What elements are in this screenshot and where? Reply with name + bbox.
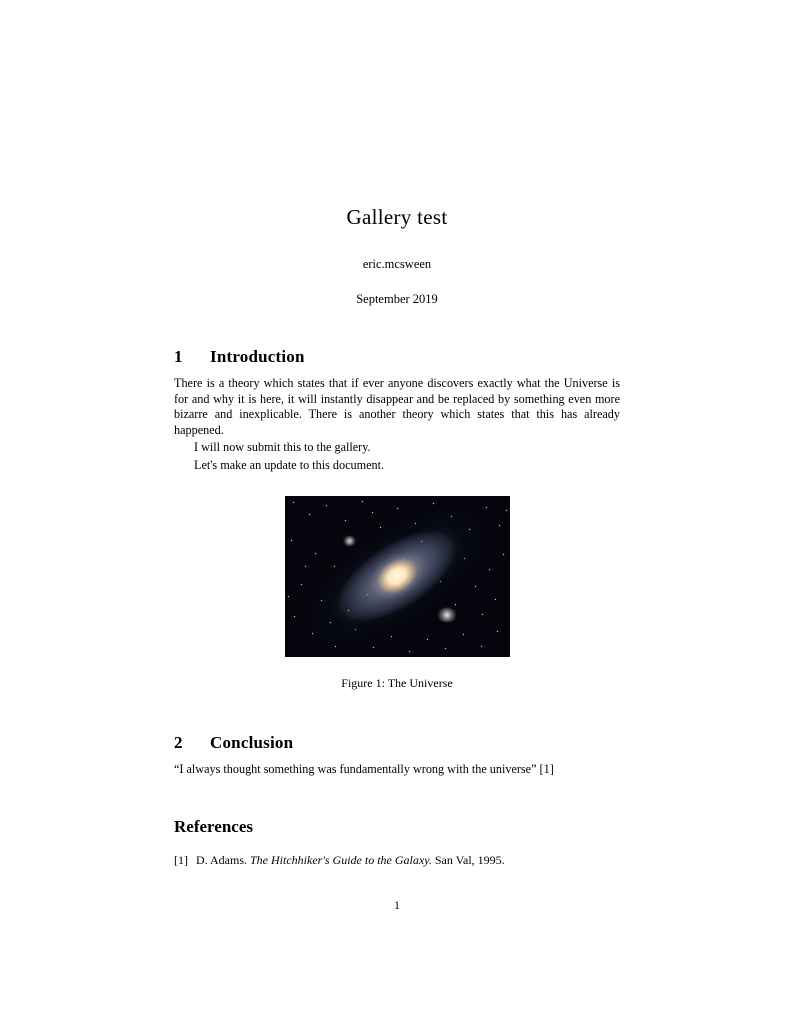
section-title: Conclusion [210, 732, 294, 752]
section-number: 2 [174, 732, 183, 752]
reference-item [174, 853, 620, 869]
section-heading-conclusion [174, 733, 620, 753]
paragraph-conclusion-1: “I always thought something was fundamentally wrong with the universe” [1] [174, 761, 554, 776]
reference-title: The Hitchhiker's Guide to the Galaxy. [250, 853, 432, 868]
document-author: eric.mcsween [362, 257, 432, 271]
section-number: 1 [174, 347, 183, 366]
paragraph-intro-3: Let's make an update to this document. [194, 458, 385, 473]
section-heading-introduction [174, 347, 620, 367]
reference-number: [1] [174, 853, 188, 868]
reference-author: D. Adams. [196, 853, 247, 868]
satellite-galaxy-a [437, 608, 457, 622]
document-date: September 2019 [356, 292, 438, 306]
figure-block [174, 496, 620, 691]
reference-text [196, 853, 620, 869]
satellite-galaxy-b [343, 536, 356, 546]
references-heading: References [174, 817, 253, 837]
page-title: Gallery test [346, 205, 448, 229]
page-number: 1 [394, 900, 400, 912]
paragraph-intro-1: There is a theory which states that if ever anyone discovers exactly what the Universe is for and why it is here, it will instantly disappear and be replaced by something even more bizarre and inexplicable. There is another theory which states that this has already happened. [174, 376, 620, 437]
reference-publisher: San Val, 1995. [434, 853, 505, 868]
section-title: Introduction [210, 347, 305, 366]
figure-caption: Figure 1: The Universe [341, 675, 453, 690]
paragraph-intro-2: I will now submit this to the gallery. [194, 440, 371, 455]
document-body [174, 0, 620, 869]
galaxy-image [285, 496, 510, 657]
